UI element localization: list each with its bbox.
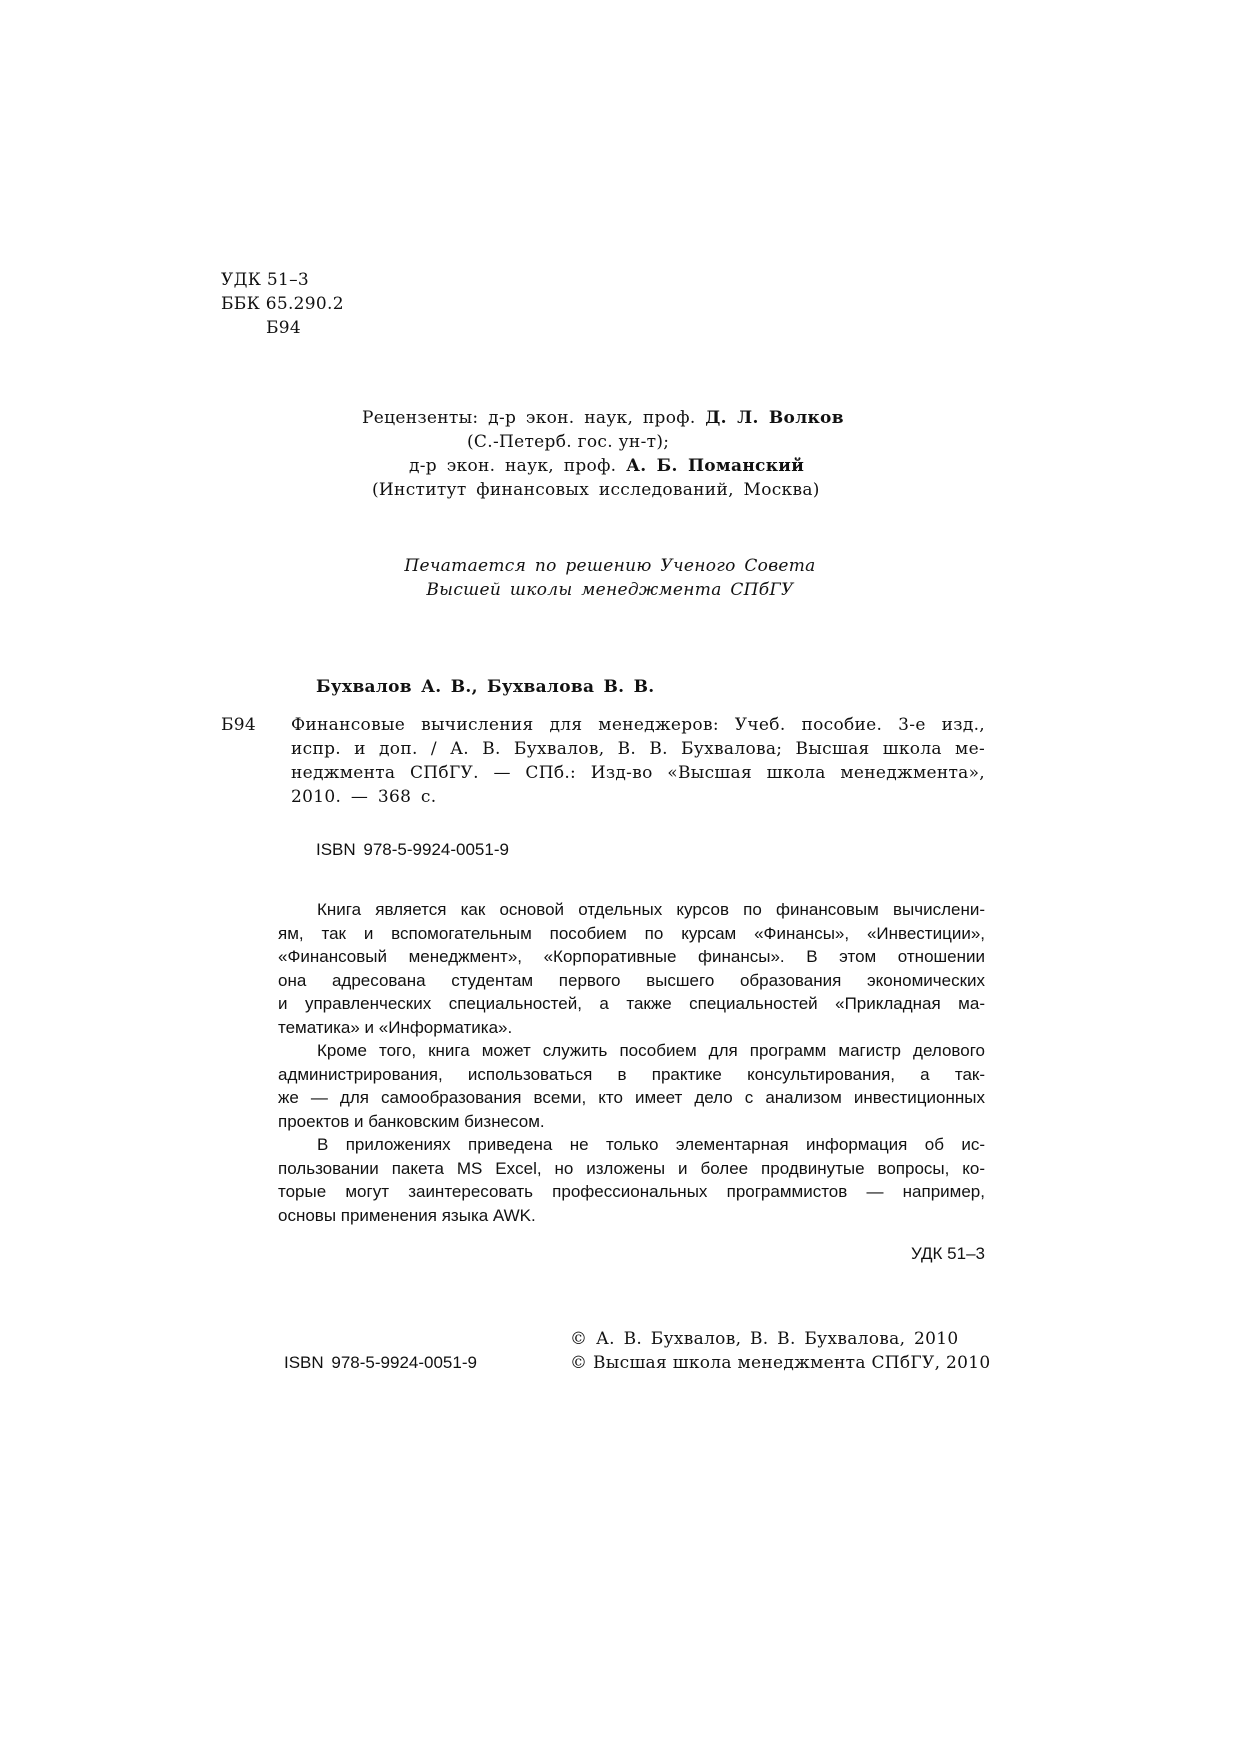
reviewers-block (362, 406, 862, 502)
bib-authors-text: Бухвалов А. В., Бухвалова В. В. (316, 677, 655, 697)
approval-note (380, 554, 840, 602)
copyright-authors: © А. В. Бухвалов, В. В. Бухвалова, 2010 (570, 1329, 959, 1349)
reviewer-2 (362, 454, 862, 478)
author-sign: Б94 (266, 318, 302, 338)
reviewer-2-name: А. Б. Поманский (626, 456, 805, 476)
bib-line: Финансовые вычисления для менеджеров: Учеб. пособие. 3-е изд., (291, 715, 985, 735)
annotation-line: же — для самообразования всеми, кто имеет дело с анализом инвестиционных (278, 1088, 985, 1107)
annotation-line: Кроме того, книга может служить пособием для программ магистр делового (317, 1041, 985, 1060)
annotation-line: основы применения языка AWK. (278, 1205, 536, 1225)
reviewer-1 (362, 406, 862, 430)
annotation-line: и управленческих специальностей, а также специальностей «Прикладная ма- (278, 994, 985, 1013)
annotation-line: «Финансовый менеджмент», «Корпоративные финансы». В этом отношении (278, 947, 985, 966)
annotation-line: пользовании пакета MS Excel, но изложены и более продвинутые вопросы, ко- (278, 1158, 985, 1178)
annotation-line: торые могут заинтересовать профессиональных программистов — например, (278, 1182, 985, 1201)
annotation-line: проектов и банковским бизнесом. (278, 1111, 545, 1131)
approval-line-1: Печатается по решению Ученого Совета (404, 556, 816, 576)
bbk-code: ББК 65.290.2 (221, 294, 344, 314)
classification-block (221, 268, 421, 340)
reviewer-2-degree: д-р экон. наук, проф. (409, 456, 617, 476)
copyright-publisher: © Высшая школа менеджмента СПбГУ, 2010 (570, 1353, 991, 1373)
reviewer-2-affiliation: (Институт финансовых исследований, Москва) (372, 480, 820, 500)
annotation-line: администрирования, использоваться в практике консультирования, а так- (278, 1064, 985, 1084)
bib-code: Б94 (221, 715, 257, 735)
bib-line: неджмента СПбГУ. — СПб.: Изд-во «Высшая школа менеджмента», (291, 763, 985, 783)
annotation-line: она адресована студентам первого высшего образования экономических (278, 970, 985, 990)
bib-isbn: ISBN 978-5-9924-0051-9 (316, 840, 509, 859)
footer-isbn: ISBN 978-5-9924-0051-9 (284, 1353, 477, 1372)
bib-line: испр. и доп. / А. В. Бухвалов, В. В. Бухвалова; Высшая школа ме- (291, 739, 985, 759)
annotation-line: тематика» и «Информатика». (278, 1017, 513, 1037)
annotation-udk: УДК 51–3 (911, 1244, 985, 1263)
bib-line: 2010. — 368 с. (291, 787, 437, 807)
annotation-line: Книга является как основой отдельных курсов по финансовым вычислени- (317, 900, 985, 919)
copyright-block (570, 1327, 990, 1375)
annotation-line: В приложениях приведена не только элементарная информация об ис- (317, 1135, 985, 1154)
reviewer-1-affiliation: (С.-Петерб. гос. ун-т); (467, 432, 670, 452)
bib-authors (316, 675, 654, 699)
reviewers-label: Рецензенты: (362, 408, 479, 428)
reviewer-1-degree: д-р экон. наук, проф. (488, 408, 696, 428)
approval-line-2: Высшей школы менеджмента СПбГУ (426, 580, 794, 600)
annotation (278, 898, 985, 1227)
bib-description (291, 713, 985, 809)
reviewer-1-name: Д. Л. Волков (705, 408, 844, 428)
udk-code: УДК 51–3 (221, 270, 310, 290)
annotation-line: ям, так и вспомогательным пособием по курсам «Финансы», «Инвестиции», (278, 923, 985, 943)
